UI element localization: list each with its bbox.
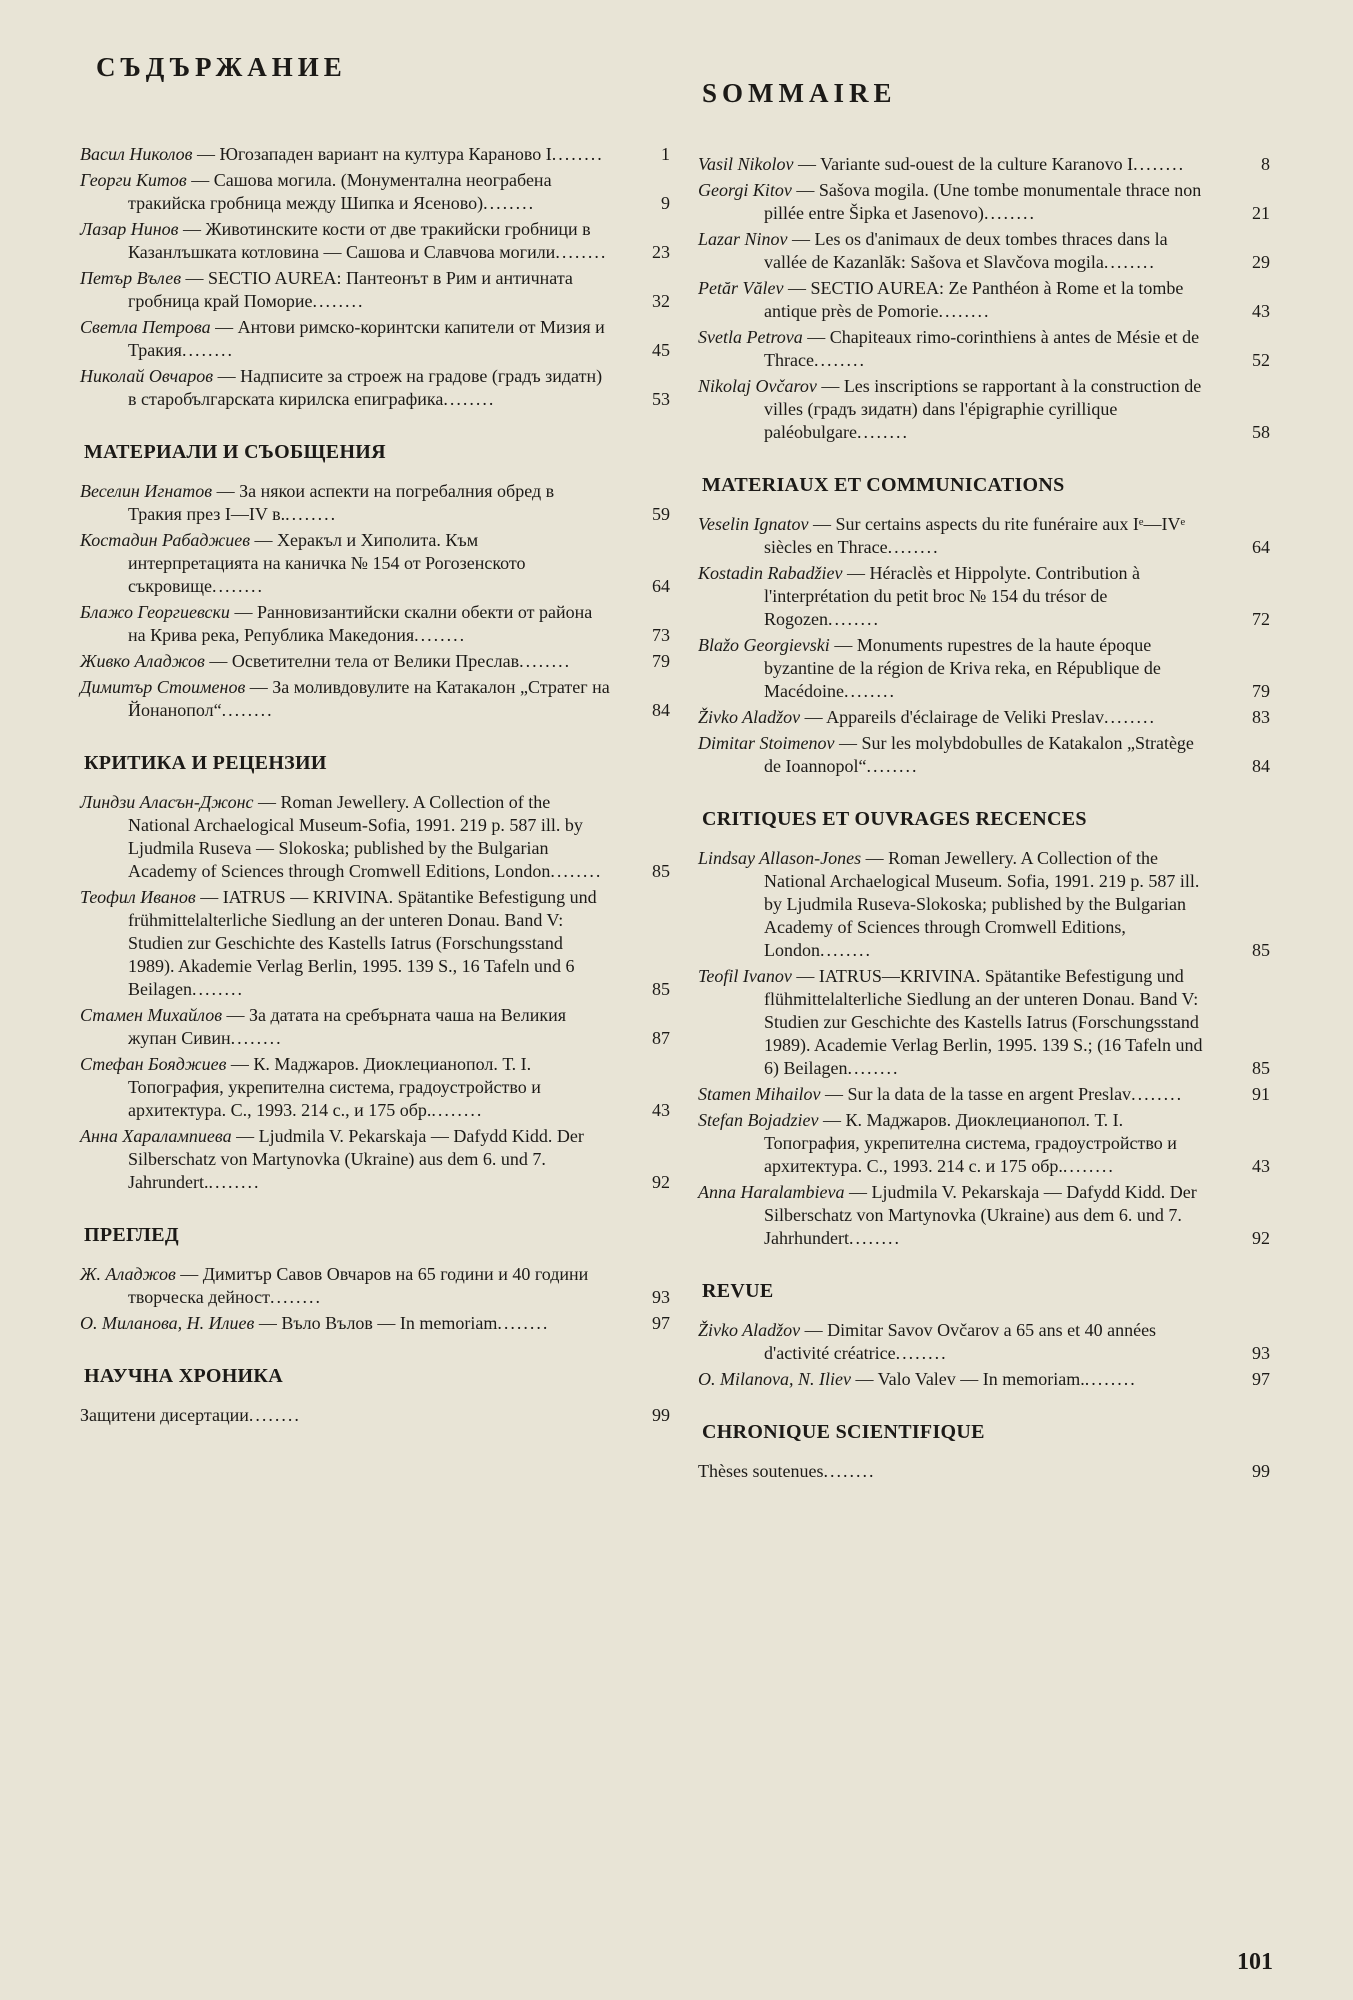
toc-section bbox=[698, 1280, 1270, 1391]
entry-page-number: 93 bbox=[1252, 1343, 1270, 1363]
entry-title: — Ранновизантийски скални обекти от района на Крива река, Република Македония bbox=[128, 602, 593, 645]
toc-entry bbox=[80, 1004, 670, 1050]
entry-title: — Les inscriptions se rapportant à la construction de villes (градъ зидатн) dans l'épigraphie cyrillique paléobulgare bbox=[764, 376, 1202, 442]
leader-dots: ........ bbox=[847, 1058, 900, 1078]
entry-title: — Valo Valev — In memoriam. bbox=[850, 1369, 1085, 1389]
leader-dots: ........ bbox=[1084, 1369, 1137, 1389]
entry-title: — Антови римско-коринтски капители от Мизия и Тракия bbox=[128, 317, 605, 360]
toc-section bbox=[698, 474, 1270, 778]
entry-title: — К. Маджаров. Диоклецианопол. Т. I. Топография, укрепителна система, градоустройство и архитектура. С., 1993. 214 с., и 175 обр. bbox=[128, 1054, 541, 1120]
entry-text bbox=[80, 1312, 612, 1335]
leader-dots: ........ bbox=[555, 242, 608, 262]
entry-text bbox=[80, 650, 612, 673]
toc-entry bbox=[698, 153, 1270, 176]
entry-page-number: 53 bbox=[652, 389, 670, 409]
entry-text bbox=[698, 1368, 1212, 1391]
entry-title: — Животинските кости от две тракийски гробници в Казанлъшката котловина — Сашова и Славчова могили bbox=[128, 219, 591, 262]
entry-page-number: 1 bbox=[661, 144, 670, 164]
toc-section bbox=[698, 808, 1270, 1250]
section-title: НАУЧНА ХРОНИКА bbox=[84, 1365, 283, 1387]
entry-page-number: 84 bbox=[652, 700, 670, 720]
entry-page-number: 85 bbox=[652, 861, 670, 881]
entry-title: — За моливдовулите на Катакалон „Стратег на Йонанопол“ bbox=[128, 677, 610, 720]
entry-text bbox=[698, 1319, 1212, 1365]
entry-title: — SECTIO AUREA: Пантеонът в Рим и античната гробница край Поморие bbox=[128, 268, 573, 311]
leader-dots: ........ bbox=[823, 1461, 876, 1481]
entry-author: Živko Aladžov bbox=[698, 707, 801, 727]
entry-page-number: 92 bbox=[652, 1172, 670, 1192]
leader-dots: ........ bbox=[1133, 154, 1186, 174]
entry-title: — Appareils d'éclairage de Veliki Preslav bbox=[800, 707, 1104, 727]
french-heading: SOMMAIRE bbox=[702, 78, 897, 108]
leader-dots: ........ bbox=[895, 1343, 948, 1363]
toc-entry bbox=[80, 1404, 670, 1427]
leader-dots: ........ bbox=[1103, 707, 1156, 727]
entry-page-number: 97 bbox=[652, 1313, 670, 1333]
entry-page-number: 29 bbox=[1252, 252, 1270, 272]
entry-author: Светла Петрова bbox=[80, 317, 211, 337]
entry-text bbox=[698, 732, 1212, 778]
entry-page-number: 72 bbox=[1252, 609, 1270, 629]
entry-page-number: 23 bbox=[652, 242, 670, 262]
entry-author: Линдзи Аласън-Джонс bbox=[80, 792, 254, 812]
entry-author: Anna Haralambieva bbox=[698, 1182, 845, 1202]
entry-author: Kostadin Rabadžiev bbox=[698, 563, 843, 583]
french-sections bbox=[698, 153, 1270, 1483]
toc-entry bbox=[698, 965, 1270, 1080]
toc-section bbox=[698, 153, 1270, 444]
entry-title: — Ljudmila V. Pekarskaja — Dafydd Kidd. Der Silberschatz von Martynovka (Ukraine) aus dem 6. und 7. Jahrhundert bbox=[764, 1182, 1197, 1248]
entry-author: Костадин Рабаджиев bbox=[80, 530, 251, 550]
toc-entry bbox=[80, 650, 670, 673]
bulgarian-column bbox=[80, 52, 670, 1430]
entry-page-number: 85 bbox=[1252, 940, 1270, 960]
toc-entry bbox=[698, 732, 1270, 778]
entry-text bbox=[698, 1181, 1212, 1250]
entry-title: — Variante sud-ouest de la culture Karanovo I bbox=[793, 154, 1134, 174]
entry-text bbox=[80, 365, 612, 411]
leader-dots: ........ bbox=[248, 1405, 301, 1425]
leader-dots: ........ bbox=[414, 625, 467, 645]
leader-dots: ........ bbox=[843, 681, 896, 701]
entry-text bbox=[80, 676, 612, 722]
entry-text bbox=[698, 847, 1212, 962]
leader-dots: ........ bbox=[820, 940, 872, 960]
section-title: REVUE bbox=[702, 1280, 774, 1302]
toc-entry bbox=[698, 847, 1270, 962]
entry-text bbox=[698, 228, 1212, 274]
leader-dots: ........ bbox=[866, 756, 919, 776]
entry-text bbox=[698, 1460, 1212, 1483]
entry-author: Georgi Kitov bbox=[698, 180, 792, 200]
leader-dots: ........ bbox=[551, 144, 604, 164]
toc-entry bbox=[698, 513, 1270, 559]
toc-entry bbox=[80, 601, 670, 647]
leader-dots: ........ bbox=[483, 193, 536, 213]
entry-title: — Sur certains aspects du rite funéraire aux Iᵉ—IVᵉ siècles en Thrace bbox=[764, 514, 1186, 557]
entry-author: Nikolaj Ovčarov bbox=[698, 376, 817, 396]
toc-entry bbox=[698, 562, 1270, 631]
entry-title: — Sašova mogila. (Une tombe monumentale thrace non pillée entre Šipka et Jasenovo) bbox=[764, 180, 1202, 223]
leader-dots: ........ bbox=[285, 504, 338, 524]
entry-page-number: 21 bbox=[1252, 203, 1270, 223]
leader-dots: ........ bbox=[312, 291, 365, 311]
toc-entry bbox=[698, 1083, 1270, 1106]
leader-dots: ........ bbox=[848, 1228, 901, 1248]
toc-entry bbox=[80, 886, 670, 1001]
leader-dots: ........ bbox=[887, 537, 940, 557]
bulgarian-sections bbox=[80, 143, 670, 1427]
section-title: CRITIQUES ET OUVRAGES RECENCES bbox=[702, 808, 1087, 830]
entry-author: Теофил Иванов bbox=[80, 887, 196, 907]
entry-page-number: 59 bbox=[652, 504, 670, 524]
leader-dots: ........ bbox=[813, 350, 866, 370]
toc-entry bbox=[80, 169, 670, 215]
toc-entry bbox=[698, 179, 1270, 225]
entry-author: Lindsay Allason-Jones bbox=[698, 848, 862, 868]
toc-section bbox=[80, 441, 670, 722]
entry-text bbox=[80, 1053, 612, 1122]
entry-title: — Sur la data de la tasse en argent Preslav bbox=[820, 1084, 1132, 1104]
toc-entry bbox=[80, 1263, 670, 1309]
entry-title: — Monuments rupestres de la haute époque byzantine de la région de Kriva reka, en République de Macédoine bbox=[764, 635, 1161, 701]
toc-entry bbox=[80, 676, 670, 722]
entry-title: — Sur les molybdobulles de Katakalon „Stratège de Ioannopol“ bbox=[764, 733, 1194, 776]
section-title: ПРЕГЛЕД bbox=[84, 1224, 179, 1246]
entry-text bbox=[80, 143, 612, 166]
entry-page-number: 99 bbox=[652, 1405, 670, 1425]
toc-entry bbox=[698, 634, 1270, 703]
leader-dots: ........ bbox=[443, 389, 496, 409]
toc-entry bbox=[80, 316, 670, 362]
entry-title: — За някои аспекти на погребалния обред в Тракия през I—IV в. bbox=[128, 481, 555, 524]
entry-text bbox=[80, 791, 612, 883]
entry-author: Димитър Стоименов bbox=[80, 677, 246, 697]
toc-section bbox=[80, 1224, 670, 1335]
entry-page-number: 43 bbox=[1252, 1156, 1270, 1176]
entry-author: Dimitar Stoimenov bbox=[698, 733, 835, 753]
entry-author: Стамен Михайлов bbox=[80, 1005, 223, 1025]
leader-dots: ........ bbox=[938, 301, 991, 321]
entry-title: — IATRUS—KRIVINA. Spätantike Befestigung und flühmittelalterliche Siedlung an der unteren Donau. Band V: Studien zur Geschichte des Kastells Iatrus (Forschungsstand 1989). Academie Verlag Berlin, 1995. 139 S.; (16 Tafeln und 6) Beilagen bbox=[764, 966, 1203, 1078]
entry-page-number: 85 bbox=[652, 979, 670, 999]
entry-author: Svetla Petrova bbox=[698, 327, 803, 347]
entry-title: — Осветителни тела от Велики Преслав bbox=[204, 651, 520, 671]
entry-author: Stefan Bojadziev bbox=[698, 1110, 819, 1130]
toc-entry bbox=[698, 277, 1270, 323]
entry-page-number: 52 bbox=[1252, 350, 1270, 370]
entry-page-number: 45 bbox=[652, 340, 670, 360]
leader-dots: ........ bbox=[212, 576, 265, 596]
entry-author: Лазар Нинов bbox=[80, 219, 179, 239]
toc-entry bbox=[698, 326, 1270, 372]
entry-author: Васил Николов bbox=[80, 144, 193, 164]
toc-entry bbox=[80, 218, 670, 264]
toc-section bbox=[698, 1421, 1270, 1483]
entry-author: О. Миланова, Н. Илиев bbox=[80, 1313, 255, 1333]
entry-author: Веселин Игнатов bbox=[80, 481, 213, 501]
entry-text bbox=[80, 601, 612, 647]
bulgarian-heading: СЪДЪРЖАНИЕ bbox=[96, 52, 347, 82]
entry-text bbox=[698, 513, 1212, 559]
entry-text bbox=[80, 529, 612, 598]
entry-title: — Héraclès et Hippolyte. Contribution à l'interprétation du petit broc № 154 du trésor de Rogozen bbox=[764, 563, 1140, 629]
entry-title: — Roman Jewellery. A Collection of the National Archaelogical Museum. Sofia, 1991. 219 p. 587 ill. by Ljudmila Ruseva-Slokoska; published by the Bulgarian Academy of Sciences through Cromwell Editions, London bbox=[764, 848, 1200, 960]
entry-page-number: 43 bbox=[1252, 301, 1270, 321]
entry-text bbox=[698, 375, 1212, 444]
leader-dots: ........ bbox=[230, 1028, 283, 1048]
leader-dots: ........ bbox=[208, 1172, 261, 1192]
entry-page-number: 79 bbox=[652, 651, 670, 671]
entry-text bbox=[80, 480, 612, 526]
toc-entry bbox=[698, 1109, 1270, 1178]
entry-text bbox=[698, 634, 1212, 703]
entry-author: Живко Аладжов bbox=[80, 651, 205, 671]
toc-entry bbox=[698, 1368, 1270, 1391]
entry-page-number: 32 bbox=[652, 291, 670, 311]
entry-text bbox=[80, 1263, 612, 1309]
entry-page-number: 85 bbox=[1252, 1058, 1270, 1078]
entry-title: — Ljudmila V. Pekarskaja — Dafydd Kidd. Der Silberschatz von Martynovka (Ukraine) aus dem 6. und 7. Jahrundert. bbox=[128, 1126, 584, 1192]
toc-section bbox=[80, 752, 670, 1194]
leader-dots: ........ bbox=[827, 609, 880, 629]
leader-dots: ........ bbox=[983, 203, 1036, 223]
entry-page-number: 43 bbox=[652, 1100, 670, 1120]
entry-text bbox=[698, 562, 1212, 631]
toc-section bbox=[80, 1365, 670, 1427]
leader-dots: ........ bbox=[1131, 1084, 1184, 1104]
entry-page-number: 64 bbox=[1252, 537, 1270, 557]
toc-entry bbox=[80, 1125, 670, 1194]
french-column bbox=[698, 78, 1270, 1486]
entry-title: — Югозападен вариант на култура Караново I bbox=[192, 144, 552, 164]
entry-text bbox=[80, 1004, 612, 1050]
toc-entry bbox=[698, 706, 1270, 729]
entry-title: — Dimitar Savov Ovčarov a 65 ans et 40 années d'activité créatrice bbox=[764, 1320, 1157, 1363]
entry-author: Анна Харалампиева bbox=[80, 1126, 232, 1146]
entry-text bbox=[698, 277, 1212, 323]
entry-title: — Въло Вълов — In memoriam bbox=[254, 1313, 498, 1333]
leader-dots: ........ bbox=[1103, 252, 1156, 272]
entry-author: Стефан Бояджиев bbox=[80, 1054, 227, 1074]
entry-page-number: 93 bbox=[652, 1287, 670, 1307]
toc-entry bbox=[80, 791, 670, 883]
entry-text bbox=[698, 153, 1212, 176]
entry-page-number: 91 bbox=[1252, 1084, 1270, 1104]
entry-author: Петър Вълев bbox=[80, 268, 182, 288]
entry-page-number: 99 bbox=[1252, 1461, 1270, 1481]
entry-author: O. Milanova, N. Iliev bbox=[698, 1369, 851, 1389]
entry-title: — SECTIO AUREA: Ze Panthéon à Rome et la tombe antique près de Pomorie bbox=[764, 278, 1184, 321]
entry-text bbox=[80, 316, 612, 362]
toc-entry bbox=[698, 1319, 1270, 1365]
leader-dots: ........ bbox=[519, 651, 572, 671]
leader-dots: ........ bbox=[856, 422, 909, 442]
entry-title: — К. Маджаров. Диоклецианопол. Т. I. Топография, укрепителна система, градоустройство и архитектура. С., 1993. 214 с. и 175 обр. bbox=[764, 1110, 1177, 1176]
toc-entry bbox=[80, 529, 670, 598]
leader-dots: ........ bbox=[1062, 1156, 1115, 1176]
entry-title: Thèses soutenues bbox=[698, 1461, 824, 1481]
entry-page-number: 9 bbox=[661, 193, 670, 213]
entry-page-number: 97 bbox=[1252, 1369, 1270, 1389]
toc-entry bbox=[80, 1312, 670, 1335]
leader-dots: ........ bbox=[221, 700, 274, 720]
entry-text bbox=[698, 965, 1212, 1080]
entry-title: — Надписите за строеж на градове (градъ зидатн) в старобългарската кирилска епиграфика bbox=[128, 366, 603, 409]
entry-text bbox=[80, 169, 612, 215]
entry-page-number: 87 bbox=[652, 1028, 670, 1048]
leader-dots: ........ bbox=[550, 861, 603, 881]
entry-page-number: 83 bbox=[1252, 707, 1270, 727]
entry-page-number: 58 bbox=[1252, 422, 1270, 442]
page-number: 101 bbox=[1237, 1949, 1273, 1975]
entry-text bbox=[698, 179, 1212, 225]
entry-author: Vasil Nikolov bbox=[698, 154, 794, 174]
entry-page-number: 64 bbox=[652, 576, 670, 596]
entry-text bbox=[80, 218, 612, 264]
entry-title: — За датата на сребърната чаша на Великия жупан Сивин bbox=[128, 1005, 567, 1048]
entry-text bbox=[80, 1125, 612, 1194]
toc-section bbox=[80, 143, 670, 411]
entry-title: — Roman Jewellery. A Collection of the National Archaelogical Museum-Sofia, 1991. 219 p. 587 ill. by Ljudmila Ruseva — Slokoska; published by the Bulgarian Academy of Sciences through Cromwell Editions, London bbox=[128, 792, 583, 881]
entry-title: — Сашова могила. (Монументална неограбена тракийска гробница между Шипка и Ясеново) bbox=[128, 170, 552, 213]
entry-author: Veselin Ignatov bbox=[698, 514, 809, 534]
toc-entry bbox=[80, 365, 670, 411]
section-title: CHRONIQUE SCIENTIFIQUE bbox=[702, 1421, 985, 1443]
leader-dots: ........ bbox=[191, 979, 244, 999]
entry-title: — Димитър Савов Овчаров на 65 години и 40 години творческа дейност bbox=[128, 1264, 589, 1307]
entry-page-number: 8 bbox=[1261, 154, 1270, 174]
entry-author: Teofil Ivanov bbox=[698, 966, 792, 986]
entry-title: — Les os d'animaux de deux tombes thraces dans la vallée de Kazanlăk: Sašova et Slavčova mogila bbox=[764, 229, 1168, 272]
toc-entry bbox=[80, 143, 670, 166]
entry-text bbox=[698, 706, 1212, 729]
entry-page-number: 73 bbox=[652, 625, 670, 645]
section-title: МАТЕРИАЛИ И СЪОБЩЕНИЯ bbox=[84, 441, 386, 463]
leader-dots: ........ bbox=[269, 1287, 322, 1307]
toc-entry bbox=[698, 228, 1270, 274]
entry-title: — Херакъл и Хиполита. Към интерпретацията на каничка № 154 от Рогозенското съкровище bbox=[128, 530, 526, 596]
entry-author: Živko Aladžov bbox=[698, 1320, 801, 1340]
entry-author: Petăr Vălev bbox=[698, 278, 784, 298]
section-title: КРИТИКА И РЕЦЕНЗИИ bbox=[84, 752, 327, 774]
toc-entry bbox=[698, 1460, 1270, 1483]
entry-text bbox=[80, 886, 612, 1001]
entry-text bbox=[698, 1083, 1212, 1106]
entry-title: — Chapiteaux rimo-corinthiens à antes de Mésie et de Thrace bbox=[764, 327, 1200, 370]
entry-text bbox=[698, 326, 1212, 372]
entry-author: Блажо Георгиевски bbox=[80, 602, 230, 622]
toc-entry bbox=[80, 480, 670, 526]
entry-text bbox=[80, 1404, 612, 1427]
toc-entry bbox=[698, 1181, 1270, 1250]
entry-author: Lazar Ninov bbox=[698, 229, 788, 249]
toc-entry bbox=[698, 375, 1270, 444]
leader-dots: ........ bbox=[497, 1313, 550, 1333]
leader-dots: ........ bbox=[431, 1100, 484, 1120]
entry-text bbox=[698, 1109, 1212, 1178]
entry-page-number: 84 bbox=[1252, 756, 1270, 776]
section-title: MATERIAUX ET COMMUNICATIONS bbox=[702, 474, 1065, 496]
entry-author: Blažo Georgievski bbox=[698, 635, 830, 655]
entry-page-number: 92 bbox=[1252, 1228, 1270, 1248]
toc-entry bbox=[80, 1053, 670, 1122]
entry-text bbox=[80, 267, 612, 313]
entry-author: Stamen Mihailov bbox=[698, 1084, 821, 1104]
entry-author: Георги Китов bbox=[80, 170, 187, 190]
entry-title: — IATRUS — KRIVINA. Spätantike Befestigung und frühmittelalterliche Siedlung an der unteren Donau. Band V: Studien zur Geschichte des Kastells Iatrus (Forschungsstand 1989). Akademie Verlag Berlin, 1995. 139 S., 16 Tafeln und 6 Beilagen bbox=[128, 887, 597, 999]
entry-author: Николай Овчаров bbox=[80, 366, 214, 386]
entry-page-number: 79 bbox=[1252, 681, 1270, 701]
entry-title: Защитени дисертации bbox=[80, 1405, 249, 1425]
entry-author: Ж. Аладжов bbox=[80, 1264, 176, 1284]
leader-dots: ........ bbox=[181, 340, 234, 360]
toc-entry bbox=[80, 267, 670, 313]
